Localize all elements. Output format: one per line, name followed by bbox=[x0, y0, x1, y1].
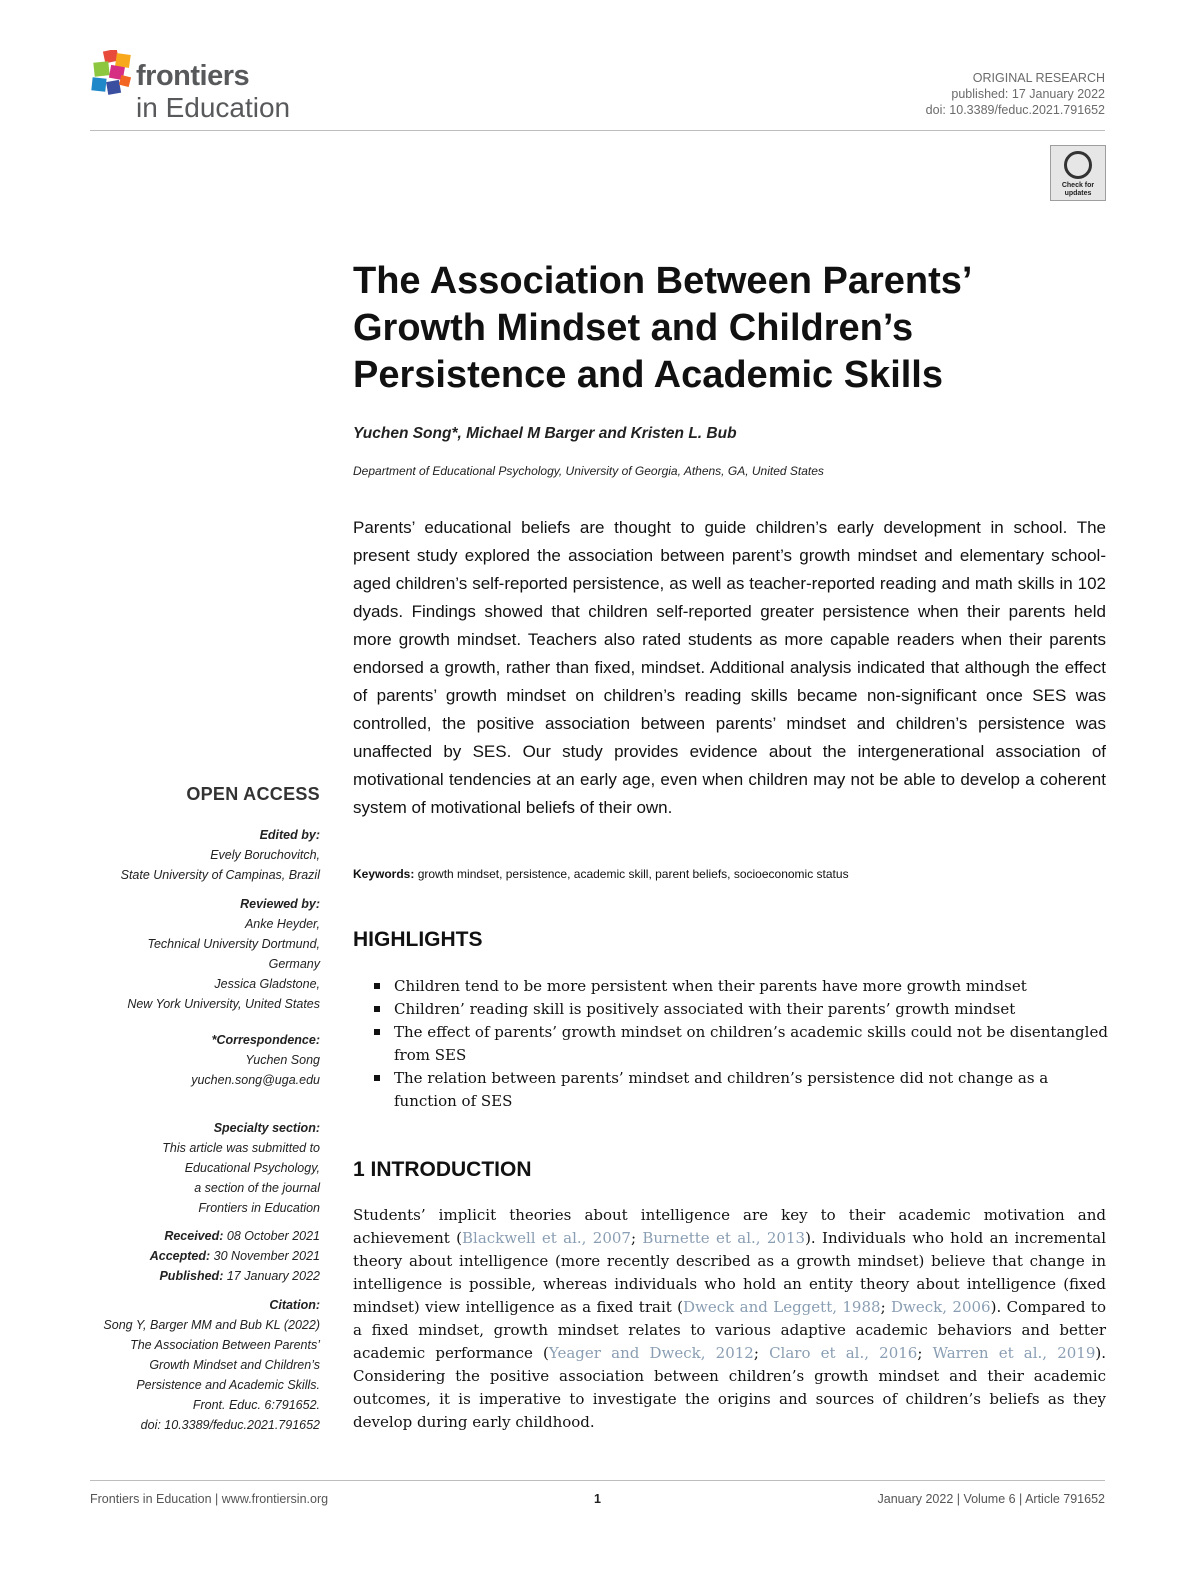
page-number: 1 bbox=[594, 1492, 601, 1506]
reviewed-by-label: Reviewed by: bbox=[240, 897, 320, 911]
highlights-heading: HIGHLIGHTS bbox=[353, 928, 483, 951]
intro-text: ). Compared to a fixed mindset, growth mindset relates to various adaptive academic behaviors and better academic performance ( bbox=[353, 1298, 1106, 1362]
specialty-label: Specialty section: bbox=[213, 1121, 320, 1135]
received-label: Received: bbox=[164, 1229, 224, 1243]
highlight-item: The effect of parents’ growth mindset on children’s academic skills could not be disentangled from SES bbox=[353, 1021, 1108, 1067]
citation-line: Growth Mindset and Children’s bbox=[149, 1358, 320, 1372]
open-access-label: OPEN ACCESS bbox=[186, 784, 320, 804]
highlight-item: Children’ reading skill is positively associated with their parents’ growth mindset bbox=[353, 998, 1108, 1021]
introduction-paragraph bbox=[353, 1204, 1106, 1434]
intro-text: ). Considering the positive association between children’s growth mindset and their academic outcomes, it is imperative to investigate the origins and sources of children’s beliefs as they develop during early childhood. bbox=[353, 1344, 1107, 1431]
intro-text: ; bbox=[917, 1344, 933, 1362]
reviewer-affiliation: New York University, United States bbox=[127, 997, 320, 1011]
reviewer-name[interactable]: Anke Heyder, bbox=[244, 917, 320, 931]
correspondence-label: *Correspondence: bbox=[211, 1033, 320, 1047]
citation-link[interactable]: Dweck, 2006 bbox=[891, 1298, 991, 1316]
specialty-line: a section of the journal bbox=[194, 1181, 320, 1195]
author-list[interactable]: Yuchen Song*, Michael M Barger and Kristen L. Bub bbox=[353, 425, 737, 442]
citation-link[interactable]: Dweck and Leggett, 1988 bbox=[683, 1298, 881, 1316]
intro-text: ; bbox=[753, 1344, 770, 1362]
dates-block bbox=[70, 1226, 320, 1286]
received-date bbox=[70, 1226, 320, 1246]
published-date-side bbox=[70, 1266, 320, 1286]
citation-line: Persistence and Academic Skills. bbox=[136, 1378, 320, 1392]
published-date: published: 17 January 2022 bbox=[951, 87, 1105, 101]
frontiers-logo-icon bbox=[90, 50, 134, 100]
correspondence-name: Yuchen Song bbox=[245, 1053, 320, 1067]
check-for-updates-label: Check for updates bbox=[1061, 182, 1095, 197]
header-meta bbox=[926, 70, 1105, 118]
logo-wordmark: frontiers bbox=[136, 60, 250, 92]
footer-issue-info: January 2022 | Volume 6 | Article 791652 bbox=[877, 1492, 1105, 1506]
specialty-line: Frontiers in Education bbox=[198, 1201, 320, 1215]
accepted-label: Accepted: bbox=[149, 1249, 211, 1263]
update-ring-icon bbox=[1064, 151, 1092, 179]
citation-block bbox=[70, 1295, 320, 1435]
article-title: The Association Between Parents’ Growth Mindset and Children’s Persistence and Academic Skills bbox=[353, 260, 971, 396]
edited-by-block bbox=[70, 825, 320, 885]
journal-name: in Education bbox=[136, 92, 291, 123]
footer-divider bbox=[90, 1480, 1105, 1481]
check-for-updates-button[interactable] bbox=[1050, 145, 1106, 201]
citation-doi[interactable]: doi: 10.3389/feduc.2021.791652 bbox=[140, 1418, 320, 1432]
doi-link[interactable]: doi: 10.3389/feduc.2021.791652 bbox=[925, 103, 1105, 117]
reviewer-affiliation: Technical University Dortmund, bbox=[147, 937, 320, 951]
keywords-label: Keywords: bbox=[353, 867, 415, 881]
specialty-section-block bbox=[70, 1118, 320, 1218]
highlight-item: The relation between parents’ mindset and children’s persistence did not change as a function of SES bbox=[353, 1067, 1108, 1113]
intro-text: ; bbox=[630, 1229, 643, 1247]
affiliation: Department of Educational Psychology, University of Georgia, Athens, GA, United States bbox=[353, 464, 824, 478]
intro-text: Students’ implicit theories about intelligence are key to their academic motivation and achievement ( bbox=[353, 1206, 1106, 1247]
keywords-list: growth mindset, persistence, academic skill, parent beliefs, socioeconomic status bbox=[417, 867, 849, 881]
citation-line: Song Y, Barger MM and Bub KL (2022) bbox=[103, 1318, 320, 1332]
received-value: 08 October 2021 bbox=[226, 1229, 320, 1243]
accepted-value: 30 November 2021 bbox=[213, 1249, 320, 1263]
intro-text: ; bbox=[880, 1298, 892, 1316]
citation-label: Citation: bbox=[269, 1298, 320, 1312]
abstract: Parents’ educational beliefs are thought to guide children’s early development in school. The present study explored the association between parent’s growth mindset and elementary school-aged children’s self-reported persistence, as well as teacher-reported reading and math skills in 102 dyads. Findings showed that children self-reported greater persistence when their parents held more growth mindset. Teachers also rated students as more capable readers when their parents endorsed a growth, rather than fixed, mindset. Additional analysis indicated that although the effect of parents’ growth mindset on children’s reading skills became non-significant once SES was controlled, the positive association between parents’ mindset and children’s persistence was unaffected by SES. Our study provides evidence about the intergenerational association of motivational tendencies at an early age, even when children may not be able to develop a coherent system of motivational beliefs of their own. bbox=[353, 518, 1106, 817]
highlight-item: Children tend to be more persistent when their parents have more growth mindset bbox=[353, 975, 1108, 998]
keywords bbox=[353, 867, 849, 881]
citation-line: The Association Between Parents’ bbox=[130, 1338, 320, 1352]
published-value: 17 January 2022 bbox=[226, 1269, 320, 1283]
accepted-date bbox=[70, 1246, 320, 1266]
intro-text: ). Individuals who hold an incremental theory about intelligence (more recently described as a growth mindset) believe that change in intelligence is possible, whereas individuals who hold an entity theory about intelligence (fixed mindset) view intelligence as a fixed trait ( bbox=[353, 1229, 1106, 1316]
edited-by-label: Edited by: bbox=[259, 828, 320, 842]
footer-journal-link[interactable]: Frontiers in Education | www.frontiersin.org bbox=[90, 1492, 329, 1506]
citation-link[interactable]: Warren et al., 2019 bbox=[932, 1344, 1096, 1362]
article-type: ORIGINAL RESEARCH bbox=[972, 71, 1105, 85]
reviewed-by-block bbox=[70, 894, 320, 1014]
correspondence-email[interactable]: yuchen.song@uga.edu bbox=[191, 1073, 320, 1087]
citation-link[interactable]: Burnette et al., 2013 bbox=[642, 1229, 806, 1247]
specialty-line: Educational Psychology, bbox=[184, 1161, 320, 1175]
introduction-heading: 1 INTRODUCTION bbox=[353, 1158, 532, 1181]
correspondence-block bbox=[70, 1030, 320, 1090]
published-label: Published: bbox=[159, 1269, 224, 1283]
citation-link[interactable]: Claro et al., 2016 bbox=[769, 1344, 918, 1362]
reviewer-name[interactable]: Jessica Gladstone, bbox=[214, 977, 320, 991]
citation-link[interactable]: Blackwell et al., 2007 bbox=[462, 1229, 631, 1247]
editor-affiliation: State University of Campinas, Brazil bbox=[120, 868, 320, 882]
citation-link[interactable]: Yeager and Dweck, 2012 bbox=[548, 1344, 754, 1362]
reviewer-affiliation: Germany bbox=[268, 957, 320, 971]
editor-name[interactable]: Evely Boruchovitch, bbox=[210, 848, 320, 862]
citation-line: Front. Educ. 6:791652. bbox=[192, 1398, 320, 1412]
header-divider bbox=[90, 130, 1105, 131]
specialty-line: This article was submitted to bbox=[162, 1141, 320, 1155]
highlights-list bbox=[353, 975, 1108, 1113]
